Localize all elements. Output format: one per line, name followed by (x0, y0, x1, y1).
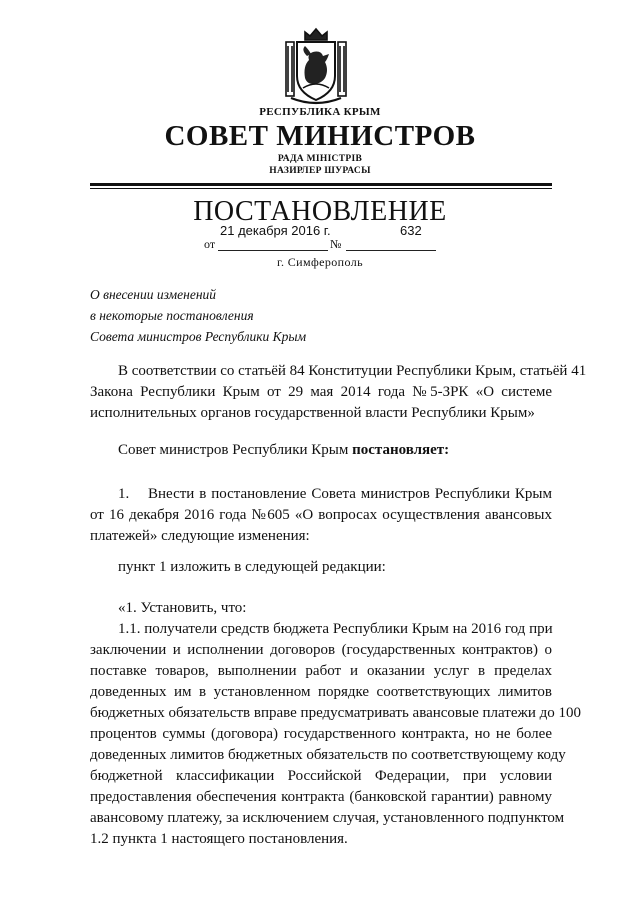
basis-paragraph (90, 361, 587, 424)
paragraph-line: доведенных им в установленном порядке соответствующих лимитов (90, 684, 552, 700)
document-heading (90, 284, 390, 347)
item-1-number: 1. (118, 486, 130, 502)
council-title-crimean-tatar: НАЗИРЛЕР ШУРАСЫ (269, 166, 371, 176)
paragraph-line: процентов суммы (договора) государственного контракта, но не более (90, 726, 552, 742)
paragraph-line: Закона Республики Крым от 29 мая 2014 года №5-ЗРК «О системе (90, 384, 552, 400)
resolves-text: Совет министров Республики Крым (118, 442, 353, 458)
item-1-first-line: Внести в постановление Совета министров Республики Крым (148, 486, 552, 502)
heading-line: в некоторые постановления (90, 308, 254, 323)
council-title-ukrainian: РАДА МІНІСТРІВ (277, 154, 363, 164)
paragraph-line: от 16 декабря 2016 года №605 «О вопросах осуществления авансовых (90, 507, 552, 523)
paragraph-line: доведенных лимитов бюджетных обязательств по соответствующему коду (90, 747, 566, 763)
point-1-paragraph (90, 557, 552, 578)
number-underline (346, 250, 436, 251)
header-divider-thin (90, 188, 552, 189)
header-divider-thick (90, 183, 552, 186)
date-label: от (204, 237, 216, 251)
republic-name: РЕСПУБЛИКА КРЫМ (259, 106, 381, 118)
number-label: № (330, 237, 342, 251)
point-1-text: пункт 1 изложить в следующей редакции: (118, 559, 386, 575)
paragraph-line: бюджетных обязательств вправе предусматривать авансовые платежи до 100 (90, 705, 582, 721)
document-number: 632 (400, 223, 422, 238)
document-type-title: ПОСТАНОВЛЕНИЕ (193, 196, 447, 227)
quoted-text-block (90, 598, 582, 850)
paragraph-line: заключении и исполнении договоров (государственных контрактов) о (90, 642, 552, 658)
paragraph-line: поставке товаров, выполнении работ и оказании услуг в пределах (90, 663, 552, 679)
date-number-line (204, 223, 444, 251)
document-city: г. Симферополь (276, 255, 363, 269)
document-date: 21 декабря 2016 г. (220, 223, 331, 238)
paragraph-line: авансовому платежу, за исключением случая, установленного подпунктом (90, 810, 565, 826)
item-1-paragraph (90, 484, 552, 547)
heading-line: О внесении изменений (90, 287, 217, 302)
paragraph-line: 1.2 пункта 1 настоящего постановления. (90, 831, 348, 847)
paragraph-line: 1.1. получатели средств бюджета Республики Крым на 2016 год при (118, 621, 553, 637)
paragraph-line: бюджетной классификации Российской Федерации, при условии (90, 768, 552, 784)
heading-line: Совета министров Республики Крым (90, 329, 307, 344)
resolves-keyword: постановляет: (352, 442, 450, 458)
paragraph-line: В соответствии со статьёй 84 Конституции Республики Крым, статьёй 41 (118, 363, 587, 379)
resolves-paragraph (90, 440, 552, 461)
council-title: СОВЕТ МИНИСТРОВ (164, 120, 476, 152)
date-underline (218, 250, 328, 251)
paragraph-line: исполнительных органов государственной власти Республики Крым» (90, 405, 535, 421)
paragraph-line: предоставления обеспечения контракта (банковской гарантии) равному (90, 789, 552, 805)
paragraph-line: платежей» следующие изменения: (90, 528, 310, 544)
quote-intro: «1. Установить, что: (118, 600, 247, 616)
coat-of-arms-emblem (283, 26, 349, 106)
